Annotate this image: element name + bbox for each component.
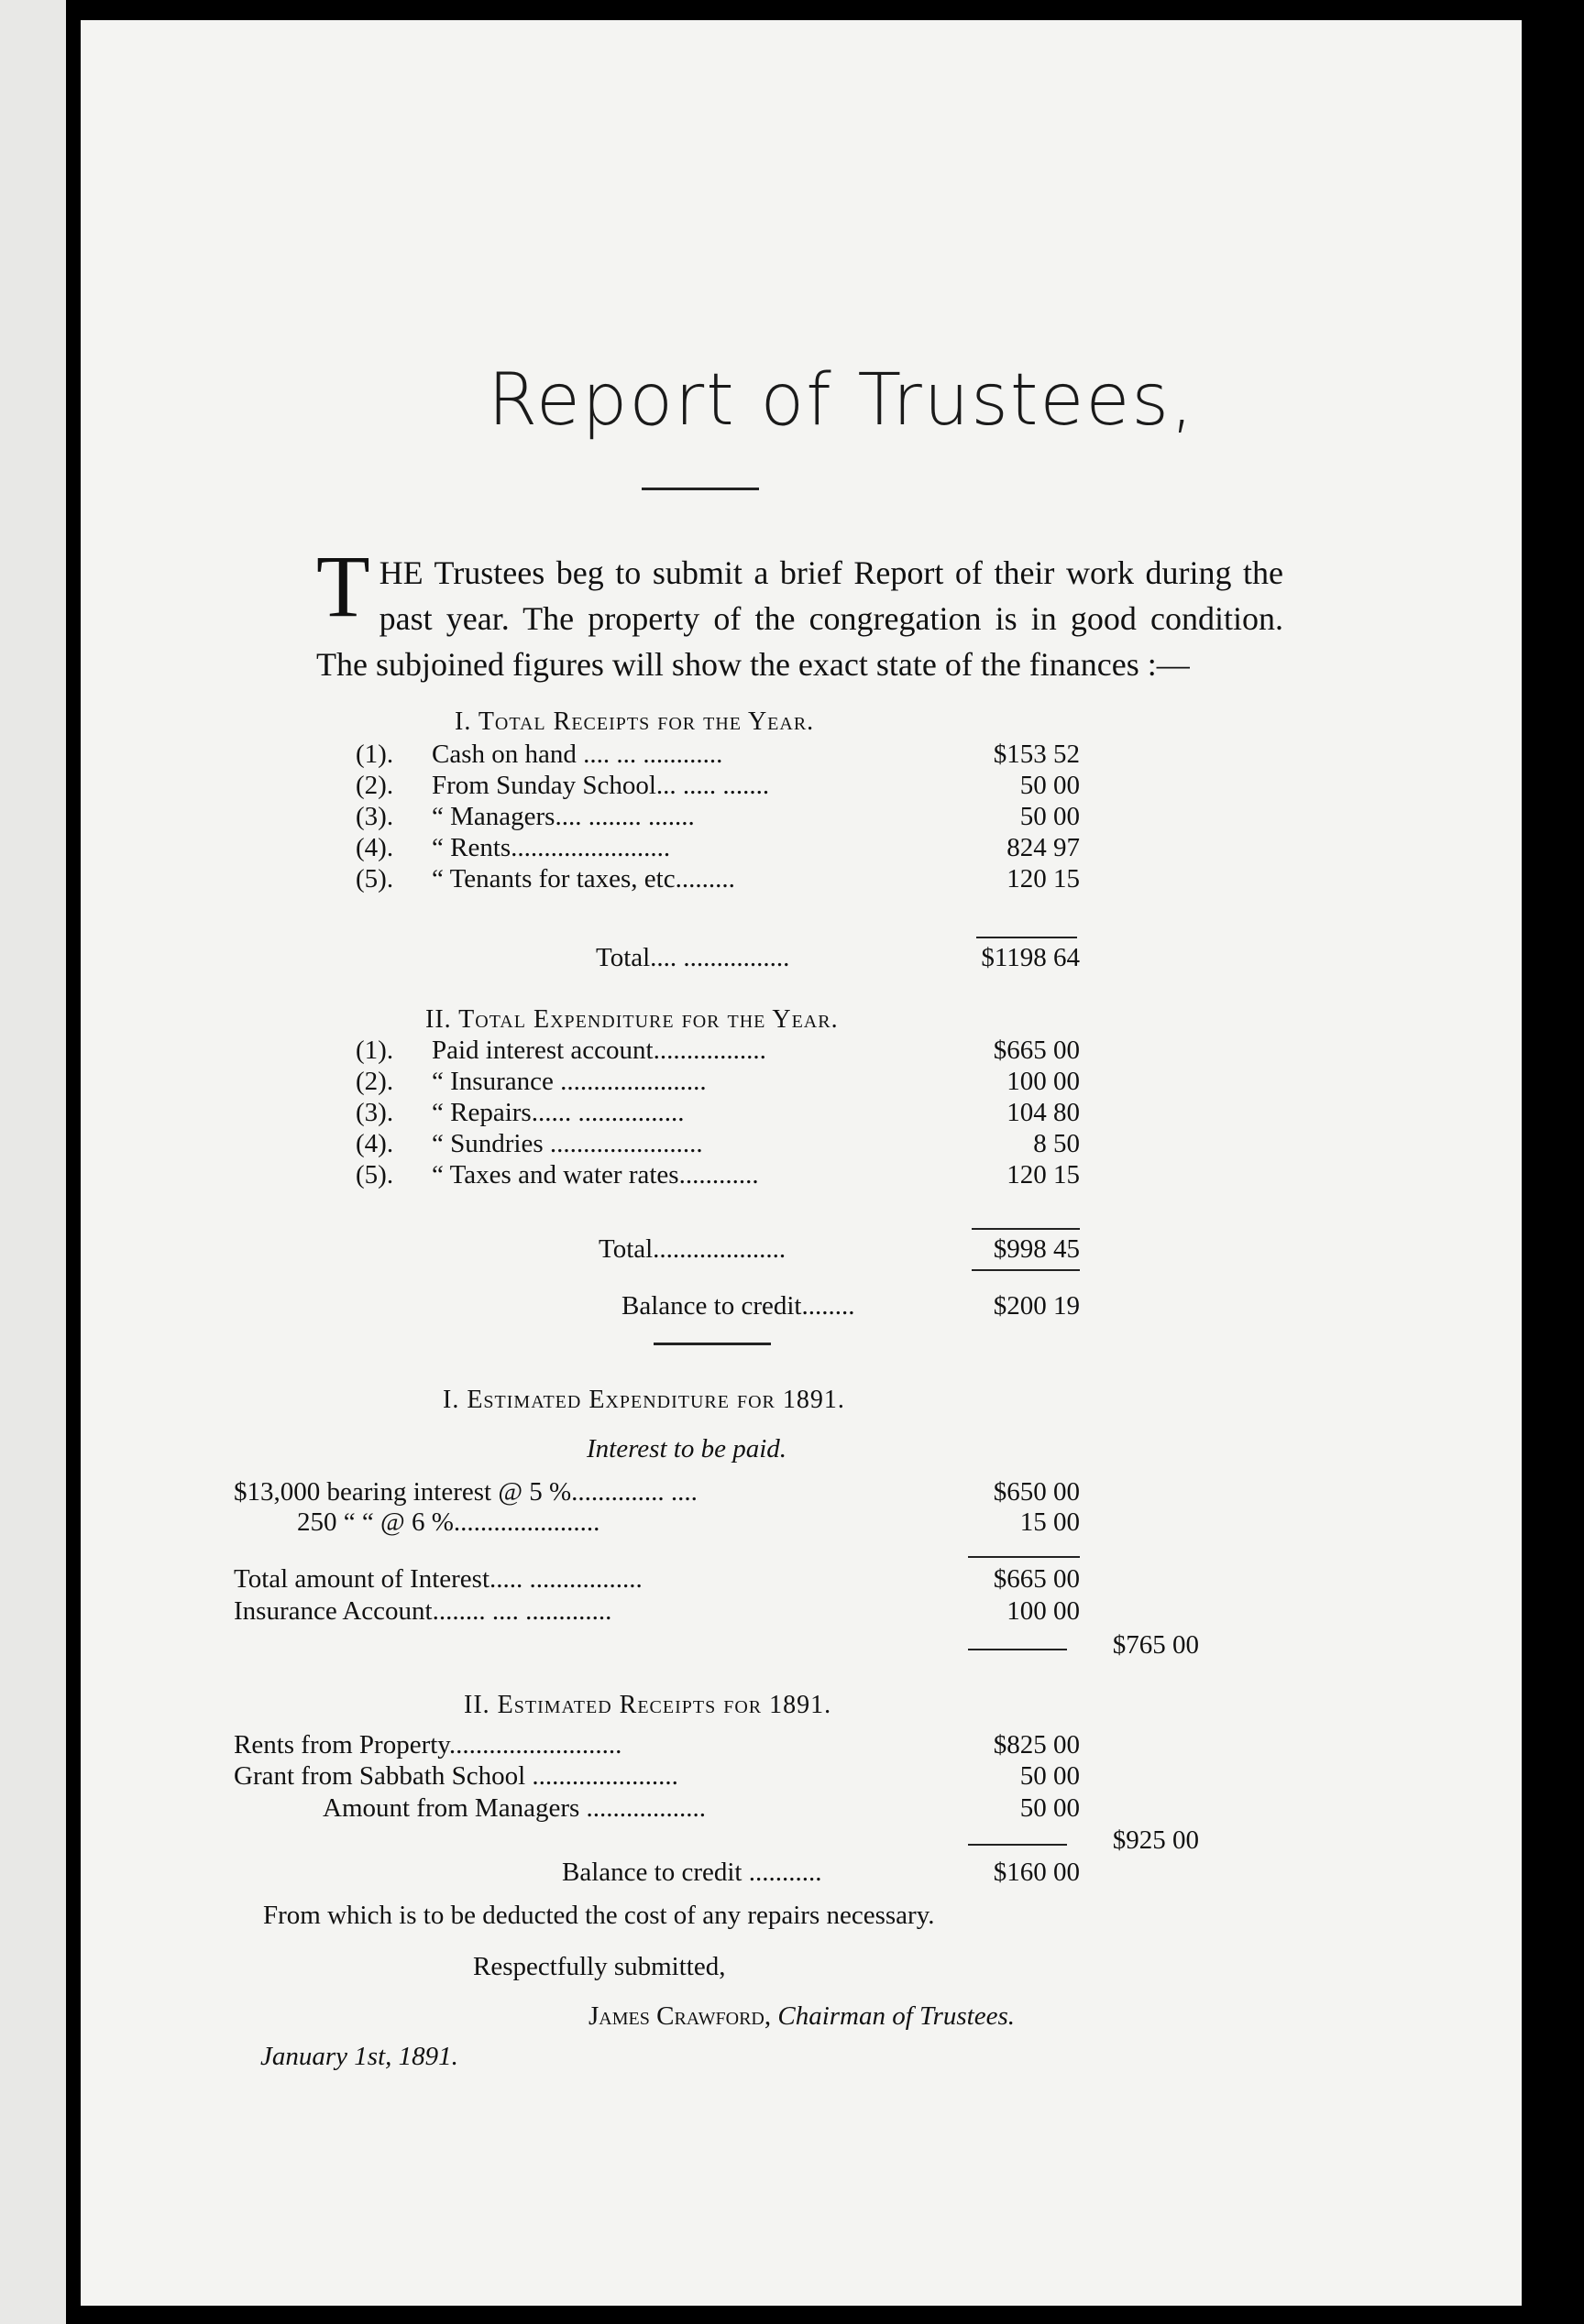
expenditure-rule <box>972 1228 1080 1230</box>
title-rule <box>642 488 759 490</box>
row-number: (3). <box>356 1098 394 1127</box>
est-balance-label: Balance to credit ........... <box>562 1858 822 1887</box>
total-interest-label: Total amount of Interest..... ................. <box>234 1564 643 1594</box>
row-number: (2). <box>356 771 394 800</box>
row-amount: $153 52 <box>993 740 1080 769</box>
row-number: (3). <box>356 802 394 831</box>
total-interest-amount: $665 00 <box>993 1564 1080 1594</box>
insurance-label: Insurance Account........ .... ............. <box>234 1596 612 1626</box>
insurance-amount: 100 00 <box>1006 1596 1080 1626</box>
document-page <box>81 20 1522 2306</box>
submitted-line: Respectfully submitted, <box>473 1952 726 1981</box>
row-number: (5). <box>356 864 394 893</box>
page-title: Report of Trustees, <box>488 359 1195 442</box>
row-number: (4). <box>356 1129 394 1158</box>
report-date: January 1st, 1891. <box>260 2042 458 2071</box>
balance-label: Balance to credit........ <box>622 1291 855 1321</box>
row-number: (4). <box>356 833 394 862</box>
row-amount: $665 00 <box>993 1036 1080 1065</box>
row-label: “ Insurance ...................... <box>432 1067 707 1096</box>
est-rule-1 <box>968 1556 1080 1558</box>
grant-label: Grant from Sabbath School ...................... <box>234 1761 678 1791</box>
page-gutter <box>66 0 81 2324</box>
est-line2-label: 250 “ “ @ 6 %...................... <box>297 1507 600 1537</box>
row-amount: 824 97 <box>1006 833 1080 862</box>
row-amount: 100 00 <box>1006 1067 1080 1096</box>
signer-name: James Crawford, <box>588 2001 772 2031</box>
balance-amount: $200 19 <box>993 1291 1080 1321</box>
est-expenditure-heading: I. Estimated Expenditure for 1891. <box>443 1386 845 1414</box>
row-number: (1). <box>356 740 394 769</box>
row-amount: 50 00 <box>1019 771 1080 800</box>
rents-amount: $825 00 <box>993 1730 1080 1759</box>
est-expenditure-sum: $765 00 <box>1112 1630 1199 1660</box>
est-receipts-sum: $925 00 <box>1112 1825 1199 1855</box>
row-label: “ Repairs...... ................ <box>432 1098 685 1127</box>
row-amount: 50 00 <box>1019 802 1080 831</box>
row-number: (5). <box>356 1160 394 1189</box>
expenditure-rule-2 <box>972 1269 1080 1271</box>
receipts-rule <box>976 937 1077 938</box>
row-label: “ Taxes and water rates............ <box>432 1160 759 1189</box>
row-number: (1). <box>356 1036 394 1065</box>
expenditure-total-label: Total.................... <box>599 1234 786 1264</box>
expenditure-total-amount: $998 45 <box>993 1234 1080 1264</box>
row-amount: 8 50 <box>1033 1129 1080 1158</box>
row-label: Paid interest account................. <box>432 1036 766 1065</box>
rents-label: Rents from Property.......................... <box>234 1730 622 1759</box>
intro-text: HE Trustees beg to submit a brief Report of their work during the past year. The property of the congregation is in good condition. The subjoined figures will show the exact state of the finances :— <box>316 554 1283 683</box>
row-number: (2). <box>356 1067 394 1096</box>
row-label: “ Rents........................ <box>432 833 671 862</box>
est-receipts-heading: II. Estimated Receipts for 1891. <box>464 1691 832 1719</box>
row-label: “ Tenants for taxes, etc......... <box>432 864 735 893</box>
row-label: “ Managers.... ........ ....... <box>432 802 695 831</box>
est-line1-label: $13,000 bearing interest @ 5 %.............. .... <box>234 1477 698 1507</box>
est-line2-amount: 15 00 <box>1019 1507 1080 1537</box>
row-amount: 104 80 <box>1006 1098 1080 1127</box>
row-amount: 120 15 <box>1006 1160 1080 1189</box>
row-label: “ Sundries ....................... <box>432 1129 703 1158</box>
expenditure-heading: II. Total Expenditure for the Year. <box>425 1005 839 1034</box>
drop-cap: T <box>316 537 370 635</box>
row-label: From Sunday School... ..... ....... <box>432 771 770 800</box>
est-expenditure-subheading: Interest to be paid. <box>587 1434 786 1463</box>
deduction-note: From which is to be deducted the cost of any repairs necessary. <box>263 1901 935 1930</box>
grant-amount: 50 00 <box>1019 1761 1080 1791</box>
row-amount: 120 15 <box>1006 864 1080 893</box>
receipts-total-amount: $1198 64 <box>981 943 1080 972</box>
receipts-total-label: Total.... ................ <box>596 943 790 972</box>
est-balance-amount: $160 00 <box>993 1858 1080 1887</box>
section-divider <box>654 1343 771 1345</box>
adjacent-page-edge <box>0 0 66 2324</box>
row-label: Cash on hand .... ... ............ <box>432 740 723 769</box>
est-line1-amount: $650 00 <box>993 1477 1080 1507</box>
managers-amount: 50 00 <box>1019 1793 1080 1823</box>
signature-line <box>588 2001 1015 2032</box>
intro-paragraph <box>316 537 1283 687</box>
receipts-heading: I. Total Receipts for the Year. <box>455 707 815 736</box>
managers-label: Amount from Managers .................. <box>323 1793 707 1823</box>
signer-title: Chairman of Trustees. <box>777 2001 1015 2031</box>
